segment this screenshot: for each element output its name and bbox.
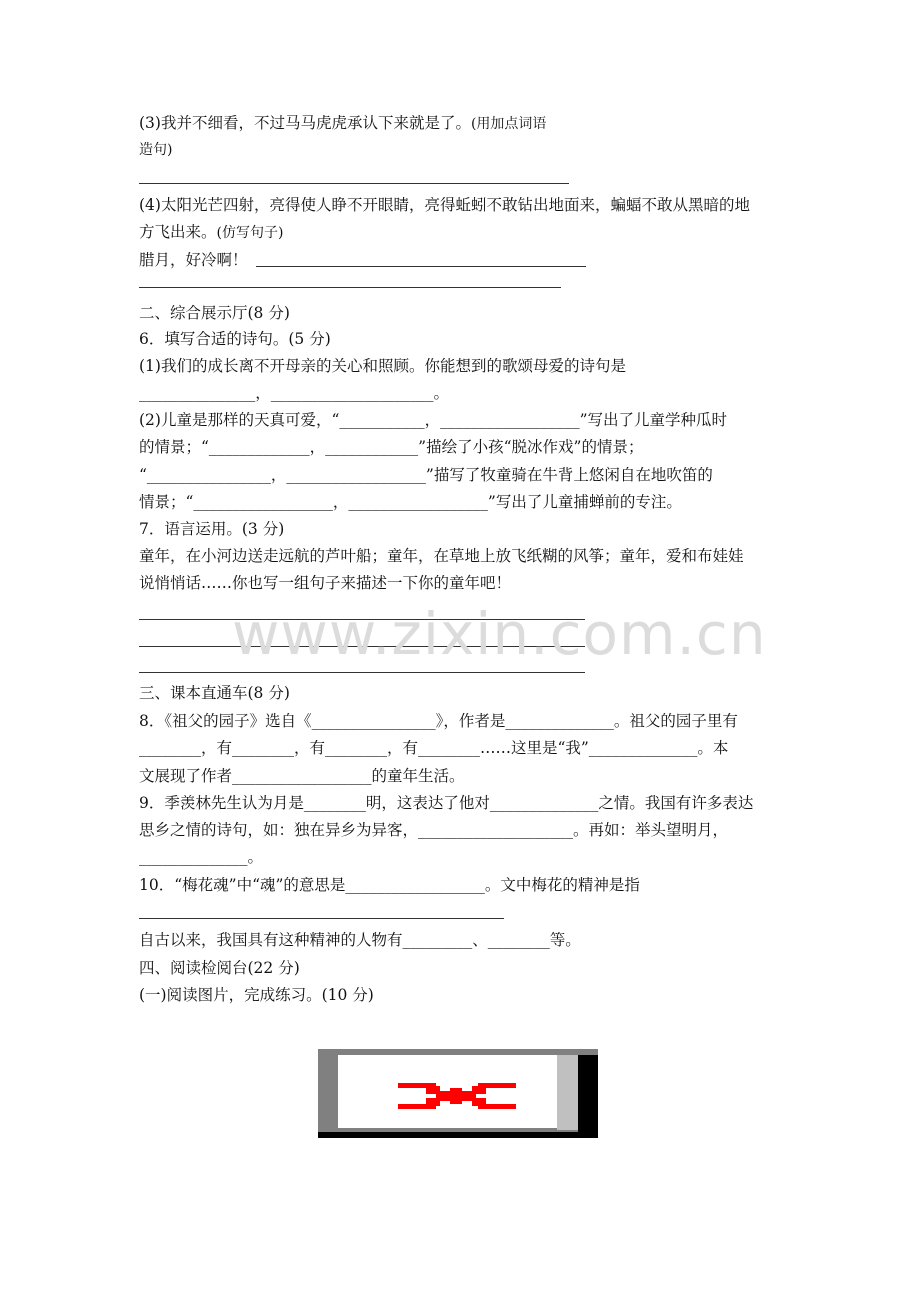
question-7-text: 说悄悄话……你也写一组句子来描述一下你的童年吧！ xyxy=(139,574,512,592)
question-7-heading: 7．语言运用。(3 分) xyxy=(139,520,285,538)
question-8-text: 文展现了作者__________________的童年生活。 xyxy=(139,767,465,785)
question-7-text: 童年，在小河边送走远航的芦叶船；童年，在草地上放飞纸糊的风筝；童年，爱和布娃娃 xyxy=(139,547,744,565)
question-4-text: (4)太阳光芒四射，亮得使人睁不开眼睛，亮得蚯蚓不敢钻出地面来，蝙蝠不敢从黑暗的地 xyxy=(139,196,750,214)
reading-picture xyxy=(318,1049,598,1138)
section-4-heading: 四、阅读检阅台(22 分) xyxy=(139,959,300,977)
question-9-text: 9．季羡林先生认为月是________明，这表达了他对______________之情。我国有许多表达 xyxy=(139,794,754,812)
question-9-blank: ______________。 xyxy=(139,848,264,866)
picture-frame-shadow xyxy=(578,1055,598,1138)
answer-line xyxy=(139,287,561,288)
question-10-text: 自古以来，我国具有这种精神的人物有_________、________等。 xyxy=(139,931,581,949)
question-4-prompt: 腊月，好冷啊！ xyxy=(139,251,248,269)
question-4-line2 xyxy=(139,222,283,243)
question-6-1-text: (1)我们的成长离不开母亲的关心和照顾。你能想到的歌颂母爱的诗句是 xyxy=(139,357,626,375)
answer-line xyxy=(139,918,504,919)
section-2-heading: 二、综合展示厅(8 分) xyxy=(139,304,290,322)
question-3-line xyxy=(139,113,546,134)
answer-line xyxy=(139,619,585,620)
answer-line xyxy=(139,672,585,673)
question-9-text: 思乡之情的诗句，如：独在异乡为异客，____________________。再如：举头望明月， xyxy=(139,821,729,839)
reading-1-heading: (一)阅读图片，完成练习。(10 分) xyxy=(139,986,374,1004)
question-10-text: 10．“梅花魂”中“魂”的意思是__________________。文中梅花的精神是指 xyxy=(139,876,640,894)
picture-frame-edge xyxy=(557,1055,578,1130)
answer-line xyxy=(256,266,586,267)
question-3-note: (用加点词语 xyxy=(470,116,547,132)
answer-line xyxy=(139,183,569,184)
question-4-text-cont: 方飞出来。 xyxy=(139,223,217,241)
section-3-heading: 三、课本直通车(8 分) xyxy=(139,684,290,702)
picture-canvas xyxy=(338,1055,557,1128)
question-8-text: 8．《祖父的园子》选自《________________》，作者是______________。祖父的园子里有 xyxy=(139,712,738,730)
question-8-text: ________，有________，有________，有________……这里是“我”______________。本 xyxy=(139,739,729,757)
answer-line xyxy=(139,646,585,647)
picture-frame-bottom xyxy=(318,1132,598,1138)
red-knot-icon xyxy=(338,1055,557,1128)
question-6-2-text: (2)儿童是那样的天真可爱，“___________，__________________”写出了儿童学种瓜时 xyxy=(139,411,728,429)
watermark: www.zixin.com.cn xyxy=(232,600,767,668)
question-6-1-blanks: _______________，_____________________。 xyxy=(139,384,450,402)
question-3-text: (3)我并不细看，不过马马虎虎承认下来就是了。 xyxy=(139,114,471,132)
question-6-2-text: 情景；“__________________，__________________”写出了儿童捕蝉前的专注。 xyxy=(139,493,682,511)
question-3-note-cont: 造句) xyxy=(139,142,173,158)
question-4-note: (仿写句子) xyxy=(216,225,284,241)
question-6-2-text: “________________，__________________”描写了牧童骑在牛背上悠闲自在地吹笛的 xyxy=(139,466,713,484)
question-6-heading: 6．填写合适的诗句。(5 分) xyxy=(139,330,331,348)
question-6-2-text: 的情景；“_____________，____________”描绘了小孩“脱冰作戏”的情景； xyxy=(139,438,644,456)
